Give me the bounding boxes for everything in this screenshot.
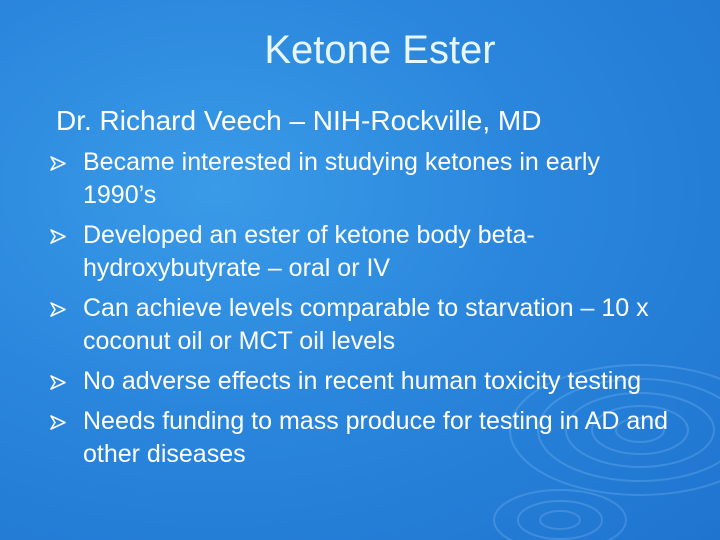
bullet-item — [50, 219, 670, 285]
bullet-text: Needs funding to mass produce for testing in AD and other diseases — [83, 407, 669, 468]
arrowhead-bullet-icon — [50, 302, 66, 317]
bullet-text: Became interested in studying ketones in early 1990’s — [83, 148, 600, 209]
arrowhead-bullet-icon — [50, 375, 66, 390]
arrowhead-bullet-icon — [50, 156, 66, 171]
slide-title: Ketone Ester — [264, 28, 496, 72]
bullet-item — [50, 405, 670, 471]
arrowhead-bullet-icon — [50, 415, 66, 430]
bullet-item — [50, 292, 670, 358]
bullet-item — [50, 146, 670, 212]
bullet-list — [50, 146, 670, 478]
arrowhead-bullet-icon — [50, 229, 66, 244]
bullet-text: No adverse effects in recent human toxicity testing — [83, 367, 642, 395]
bullet-text: Developed an ester of ketone body beta-hydroxybutyrate – oral or IV — [83, 221, 535, 282]
slide-subtitle: Dr. Richard Veech – NIH-Rockville, MD — [56, 105, 542, 136]
bullet-text: Can achieve levels comparable to starvation – 10 x coconut oil or MCT oil levels — [83, 294, 649, 355]
bullet-item — [50, 365, 670, 398]
